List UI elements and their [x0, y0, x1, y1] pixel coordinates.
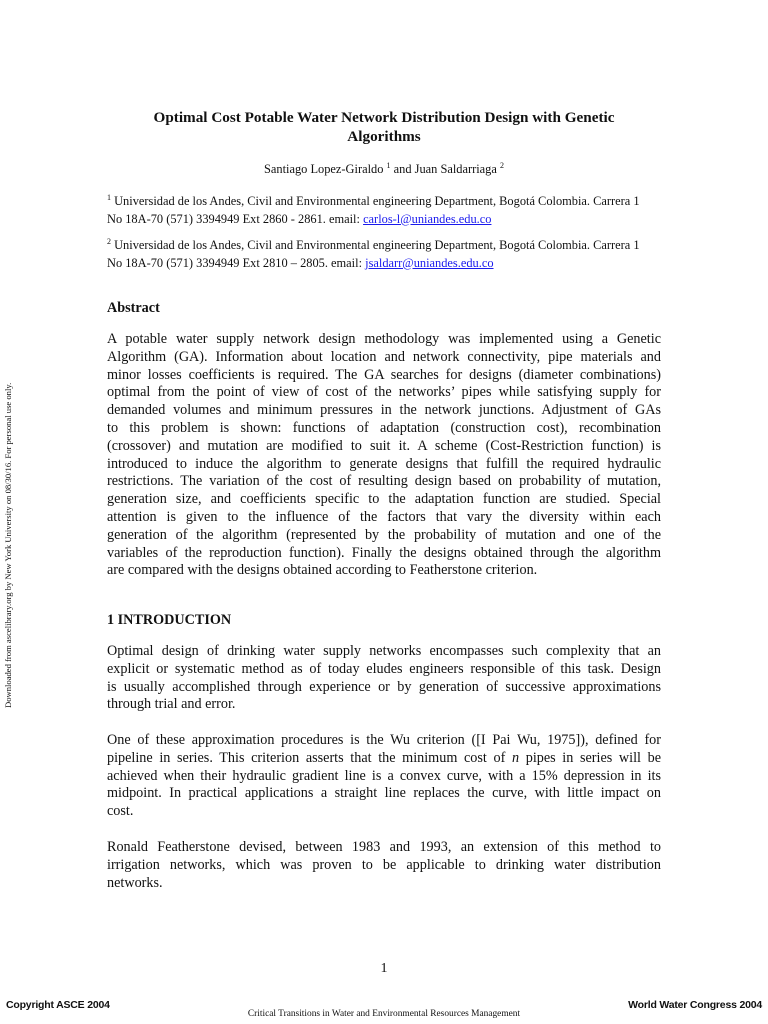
footer-proceedings: Critical Transitions in Water and Environmental Resources Management	[247, 1009, 521, 1019]
affiliation-2: $^2$ Universidad de los Andes, Civil and Environmental engineering Department, Bogotá Colombia. Carrera 1 No 18A-70 (571) 3394949 Ext 2810 – 2805. email: jsaldarr@uniandes.edu.co	[107, 236, 640, 270]
download-watermark: Downloaded from ascelibrary.org by New York University on 08/30/16. For personal use only.	[3, 382, 13, 708]
footer-copyright: Copyright ASCE 2004	[6, 999, 110, 1011]
author-2: and Juan Saldarriaga	[393, 162, 497, 176]
introduction-heading: 1 INTRODUCTION	[107, 612, 232, 628]
intro-paragraph-2: One of these approximation procedures is the Wu criterion ([I Pai Wu, 1975]), defined for pipeline in series. This criterion asserts that the minimum cost of n pipes in series will be achieved when their hydraulic gradient line is a convex curve, with a 15% depression in its midpoint. In practical applications a straight line replaces the curve, with little impact on cost.	[107, 732, 662, 820]
abstract-text: A potable water supply network design methodology was implemented using a Genetic Algorithm (GA). Information about location and network connectivity, pipe materials and minor losses coefficients is required. The GA searches for designs (diameter combinations) optimal from the point of view of cost of the networks’ pipes while satisfying supply for demanded volumes and minimum pressures in the network junctions. Adjustment of GAs to this problem is shown: functions of adaptation (construction cost), recombination (crossover) and mutation are modified to suit it. A scheme (Cost-Restriction function) is introduced to induce the algorithm to generate designs that fulfill the required hydraulic restrictions. The variation of the cost of resulting design based on probability of mutation, generation size, and coefficients specific to the adaptation function are studied. Special attention is given to the influence of the factors that vary the diversity within each generation of the algorithm (represented by the probability of mutation and one of the variables of the reproduction function). Finally the designs obtained through the algorithm are compared with the designs obtained according to Featherstone criterion.	[107, 331, 661, 579]
affiliation-1: $^1$ Universidad de los Andes, Civil and Environmental engineering Department, Bogotá Colombia. Carrera 1 No 18A-70 (571) 3394949 Ext 2860 - 2861. email: carlos-l@uniandes.edu.co	[107, 192, 640, 226]
abstract-heading: Abstract	[107, 300, 160, 316]
email-link-1[interactable]: carlos-l@uniandes.edu.co	[363, 211, 492, 226]
intro-paragraph-3: Ronald Featherstone devised, between 1983 and 1993, an extension of this method to irrigation networks, which was proven to be applicable to drinking water distribution networks.	[107, 839, 661, 891]
paper-title: Optimal Cost Potable Water Network Distribution Design with Genetic Algorithms	[153, 109, 615, 145]
author-1: Santiago Lopez-Giraldo	[264, 162, 384, 176]
author-line: Santiago Lopez-Giraldo $^1$ and Juan Saldarriaga $^2$	[264, 160, 504, 176]
page-number: 1	[380, 961, 388, 976]
footer-conference: World Water Congress 2004	[628, 999, 762, 1011]
intro-paragraph-1: Optimal design of drinking water supply networks encompasses such complexity that an explicit or systematic method as of today eludes engineers responsible of this task. Design is usually accomplished through experience or by generation of successive approximations through trial and error.	[107, 643, 661, 713]
email-link-2[interactable]: jsaldarr@uniandes.edu.co	[365, 255, 494, 270]
